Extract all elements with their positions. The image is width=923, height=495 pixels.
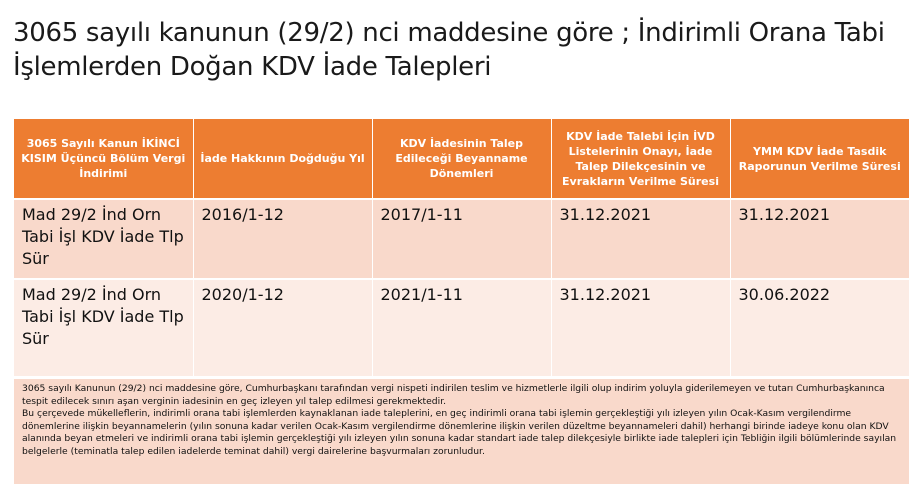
table-header-row <box>14 119 909 199</box>
kdv-refund-table <box>14 119 909 376</box>
page-title: 3065 sayılı kanunun (29/2) nci maddesine göre ; İndirimli Orana Tabi İşlemlerden Doğan KDV İade Talepleri <box>13 18 885 82</box>
table-cell: 2020/1-12 <box>193 279 372 376</box>
header-ymm-rapor-suresi: YMM KDV İade Tasdik Raporunun Verilme Süresi <box>730 119 909 199</box>
table-cell: 31.12.2021 <box>551 279 730 376</box>
note-paragraph-1: 3065 sayılı Kanunun (29/2) nci maddesine göre, Cumhurbaşkanı tarafından vergi nispeti indirilen teslim ve hizmetlerle ilgili olup indirim yoluyla giderilemeyen ve tutarı Cumhurbaşkanınca tespit edilecek sınırı aşan verginin iadesinin en geç izleyen yıl talep edilmesi gerekmektedir. <box>22 383 885 407</box>
table-cell: 31.12.2021 <box>551 199 730 279</box>
header-evrak-verilme-suresi: KDV İade Talebi İçin İVD Listelerinin Onayı, İade Talep Dilekçesinin ve Evrakların Verilme Süresi <box>551 119 730 199</box>
table-cell: 2016/1-12 <box>193 199 372 279</box>
table-row <box>14 199 909 279</box>
table-cell: 30.06.2022 <box>730 279 909 376</box>
note-paragraph-2: Bu çerçevede mükelleflerin, indirimli orana tabi işlemlerden kaynaklanan iade taleplerini, en geç indirimli orana tabi işlemin gerçekleştiği yılı izleyen yılın Ocak-Kasım vergilendirme dönemlerine ilişkin beyannamelerin (yılın sonuna kadar verilen Ocak-Kasım vergilendirme dönemlerine ilişkin verilen düzeltme beyannameleri dahil) herhangi birinde iadeye konu olan KDV alanında beyan etmeleri ve indirimli orana tabi işlemin gerçekleştiği yılı izleyen yılın sonuna kadar standart iade talep dilekçesiyle birlikte iade talepleri için Tebliğin ilgili bölümlerinde sayılan belgelerle (teminatla talep edilen iadelerde teminat dahil) vergi dairelerine başvurmaları zorunludur. <box>22 408 897 457</box>
table-cell: 2017/1-11 <box>372 199 551 279</box>
table-row <box>14 279 909 376</box>
table-cell: 31.12.2021 <box>730 199 909 279</box>
header-iade-hakki-yili: İade Hakkının Doğduğu Yıl <box>193 119 372 199</box>
table-cell: Mad 29/2 İnd Orn Tabi İşl KDV İade Tlp Sür <box>14 279 193 376</box>
explanation-note <box>14 379 909 484</box>
table-cell: 2021/1-11 <box>372 279 551 376</box>
table-cell: Mad 29/2 İnd Orn Tabi İşl KDV İade Tlp Sür <box>14 199 193 279</box>
header-vergi-indirimi: 3065 Sayılı Kanun İKİNCİ KISIM Üçüncü Bölüm Vergi İndirimi <box>14 119 193 199</box>
header-beyanname-donemleri: KDV İadesinin Talep Edileceği Beyanname Dönemleri <box>372 119 551 199</box>
